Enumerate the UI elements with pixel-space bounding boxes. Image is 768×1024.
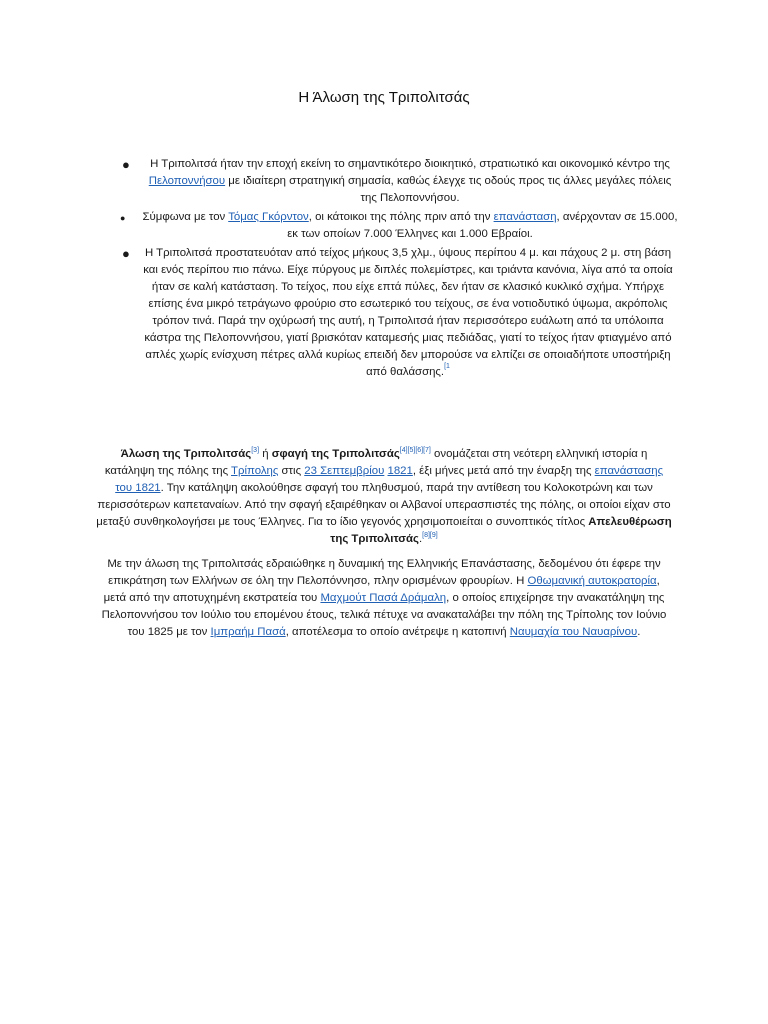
list-item-text <box>118 156 678 207</box>
text-run: ονομάζεται στη νεότερη ελληνική ιστορία η κατάληψη της πόλης της <box>104 448 648 477</box>
link-revolution[interactable]: επανάσταση <box>493 211 557 223</box>
text-run: , αποτέλεσμα το οποίο ανέτρεψε η κατοπινή <box>285 626 510 638</box>
text-run: , οι κάτοικοι της πόλης πριν από την <box>308 211 494 223</box>
text-run: ή <box>259 448 272 460</box>
reference-link[interactable]: [8][9] <box>422 532 438 539</box>
link-thomas-gordon[interactable]: Τόμας Γκόρντον <box>228 211 309 223</box>
text-run: Η Τριπολιτσά ήταν την εποχή εκείνη το σημαντικότερο διοικητικό, στρατιωτικό και οικονομικό κέντρο της <box>150 158 670 170</box>
link-revolution-1821[interactable]: επανάστασης του 1821 <box>115 465 664 494</box>
list-item-text <box>118 209 678 243</box>
link-september-23[interactable]: 23 Σεπτεμβρίου <box>304 465 385 477</box>
link-battle-of-navarino[interactable]: Ναυμαχία του Ναυαρίνου <box>509 626 638 638</box>
link-tripoli[interactable]: Τρίπολης <box>231 465 279 477</box>
link-1821[interactable]: 1821 <box>387 465 413 477</box>
bullet-icon: ● <box>122 157 130 172</box>
text-run: , έξι μήνες μετά από την έναρξη της <box>412 465 595 477</box>
reference-link[interactable]: [4][5][6][7] <box>399 447 431 454</box>
text-run: Σύμφωνα με τον <box>142 211 229 223</box>
bullet-icon: ● <box>122 246 130 261</box>
link-mahmud-dramali[interactable]: Μαχμούτ Πασά Δράμαλη <box>320 592 447 604</box>
list-item <box>118 245 678 381</box>
text-run: , ο οποίος επιχείρησε την ανακατάληψη της Πελοποννήσου τον Ιούλιο του επομένου έτους, τελικά πέτυχε να ανακαταλάβει την πόλη της Τρίπολης τον Ιούνιο του 1825 με τον <box>101 592 667 638</box>
link-ibrahim-pasha[interactable]: Ιμπραήμ Πασά <box>210 626 286 638</box>
page-title: Η Άλωση της Τριπολιτσάς <box>298 89 470 106</box>
text-run: . Την κατάληψη ακολούθησε σφαγή του πληθυσμού, παρά την αντίθεση του Κολοκοτρώνη και των περισσότερων καπεταναίων. Από την σφαγή εξαιρέθηκαν οι Αλβανοί υπερασπιστές της πόλης, οι οποίοι είχαν στο μεταξύ συνθηκολογήσει με τους Έλληνες. Για το ίδιο γεγονός χρησιμοποιείται ο συνοπτικός τίτλος <box>96 482 671 528</box>
text-run: , ανέρχονταν σε 15.000, εκ των οποίων 7.000 Έλληνες και 1.000 Εβραίοι. <box>287 211 678 240</box>
link-peloponnese[interactable]: Πελοποννήσου <box>148 175 226 187</box>
list-item <box>118 156 678 207</box>
bullet-icon: ● <box>120 213 126 223</box>
list-item <box>118 209 678 243</box>
text-run: στις <box>278 465 305 477</box>
bold-term: σφαγή της Τριπολιτσάς <box>271 448 400 460</box>
text-run: , μετά από την αποτυχημένη εκστρατεία του <box>103 575 660 604</box>
text-run: . <box>637 626 641 638</box>
bullet-list <box>118 156 678 383</box>
text-run: Με την άλωση της Τριπολιτσάς εδραιώθηκε η δυναμική της Ελληνικής Επανάστασης, δεδομένου ότι έφερε την επικράτηση των Ελλήνων σε όλη την Πελοπόννησο, πλην ορισμένων φρουρίων. Η <box>107 558 661 587</box>
link-ottoman-empire[interactable]: Οθωμανική αυτοκρατορία <box>527 575 657 587</box>
text-run: Η Τριπολιτσά προστατευόταν από τείχος μήκους 3,5 χλμ., ύψους περίπου 4 μ. και πάχους 2 μ. στη βάση και ενός περίπου πιο πάνω. Είχε πύργους με διπλές πολεμίστρες, και τριάντα κανόνια, λίγα από τα οποία ήταν σε καλή κατάσταση. Το τείχος, που είχε επτά πύλες, δεν ήταν σε κλασικό κυκλικό σχήμα. Υπήρχε επίσης ένα μικρό τετράγωνο φρούριο στο εσωτερικό του τείχους, σε ένα νοτιοδυτικό ύψωμα, ακρόπολις τρόπον τινά. Παρά την οχύρωσή της αυτή, η Τριπολιτσά ήταν περισσότερο ευάλωτη από τα υπόλοιπα κάστρα της Πελοποννήσου, γιατί βρισκόταν καταμεσής μιας πεδιάδας, γιατί το τείχος ήταν φτιαγμένο από απλές χωρίς ενίσχυση πέτρες αλλά κυρίως επειδή δεν μπορούσε να ελπίζει σε οποιαδήποτε υποστήριξη από θαλάσσης. <box>143 247 673 378</box>
bold-term: Απελευθέρωση της Τριπολιτσάς <box>330 516 672 545</box>
bold-term: Άλωση της Τριπολιτσάς <box>120 448 252 460</box>
reference-link[interactable]: [1 <box>444 363 450 370</box>
list-item-text <box>118 245 678 381</box>
paragraph-capture-of-tripolitsa <box>96 446 672 548</box>
text-run: . <box>418 533 423 545</box>
paragraph-aftermath <box>96 556 672 641</box>
reference-link[interactable]: [3] <box>251 447 260 454</box>
text-run: με ιδιαίτερη στρατηγική σημασία, καθώς έλεγχε τις οδούς προς τις άλλες μεγάλες πόλεις της Πελοποννήσου. <box>225 175 672 204</box>
